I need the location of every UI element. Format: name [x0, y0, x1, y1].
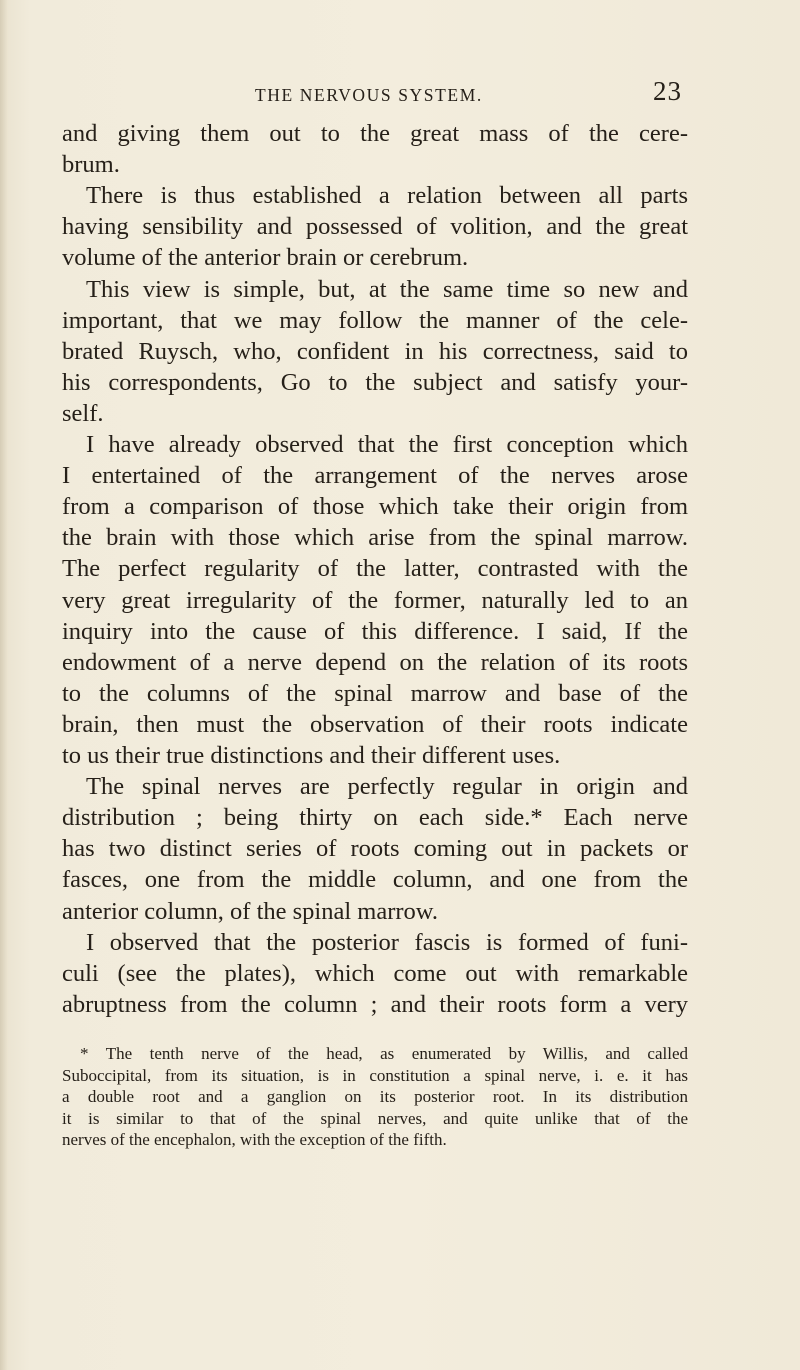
text-line: The perfect regularity of the latter, contrasted with the	[62, 555, 688, 583]
text-line: to the columns of the spinal marrow and base of the	[62, 679, 688, 707]
text-line: brated Ruysch, who, confident in his correctness, said to	[62, 337, 688, 365]
running-title: THE NERVOUS SYSTEM.	[255, 85, 483, 105]
text-line: and giving them out to the great mass of the cere-	[62, 120, 688, 147]
text-line: his correspondents, Go to the subject and satisfy your-	[62, 368, 688, 396]
text-line: very great irregularity of the former, naturally led to an	[62, 586, 688, 614]
text-line: brum.	[62, 151, 120, 179]
text-line: abruptness from the column ; and their roots form a very	[62, 990, 688, 1018]
text-line: from a comparison of those which take their origin from	[62, 493, 688, 521]
text-line: brain, then must the observation of their roots indicate	[62, 710, 688, 738]
text-line: fasces, one from the middle column, and one from the	[62, 866, 688, 894]
text-line: I entertained of the arrangement of the nerves arose	[62, 462, 688, 490]
footnote-line: * The tenth nerve of the head, as enumerated by Willis, and called	[80, 1044, 688, 1063]
text-line: I have already observed that the first conception which	[86, 431, 688, 458]
text-line: important, that we may follow the manner of the cele-	[62, 306, 688, 334]
binding-edge	[0, 0, 8, 1370]
text-line: This view is simple, but, at the same time so new and	[86, 275, 688, 303]
text-line: self.	[62, 399, 104, 427]
text-line: having sensibility and possessed of volition, and the great	[62, 213, 688, 241]
footnote-line: Suboccipital, from its situation, is in constitution a spinal nerve, i. e. it has	[62, 1065, 688, 1085]
running-head	[0, 76, 800, 108]
text-line: volume of the anterior brain or cerebrum.	[62, 244, 469, 272]
page-number: 23	[653, 76, 682, 106]
text-line: anterior column, of the spinal marrow.	[62, 897, 439, 925]
text-line: There is thus established a relation between all parts	[86, 182, 688, 210]
footnote-line: it is similar to that of the spinal nerves, and quite unlike that of the	[62, 1108, 688, 1128]
text-line: culi (see the plates), which come out with remarkable	[62, 959, 688, 987]
text-line: has two distinct series of roots coming out in packets or	[62, 835, 688, 863]
footnote-line: nerves of the encephalon, with the exception of the fifth.	[62, 1130, 447, 1149]
text-line: I observed that the posterior fascis is formed of funi-	[86, 928, 688, 956]
text-line: to us their true distinctions and their different uses.	[62, 742, 561, 769]
footnote-line: a double root and a ganglion on its posterior root. In its distribution	[62, 1087, 688, 1106]
body-text	[62, 117, 688, 1117]
text-line: The spinal nerves are perfectly regular in origin and	[86, 773, 688, 801]
text-line: distribution ; being thirty on each side.* Each nerve	[62, 804, 688, 832]
text-line: inquiry into the cause of this difference. I said, If the	[62, 617, 688, 645]
text-line: the brain with those which arise from the spinal marrow.	[62, 524, 688, 552]
text-line: endowment of a nerve depend on the relation of its roots	[62, 648, 688, 676]
